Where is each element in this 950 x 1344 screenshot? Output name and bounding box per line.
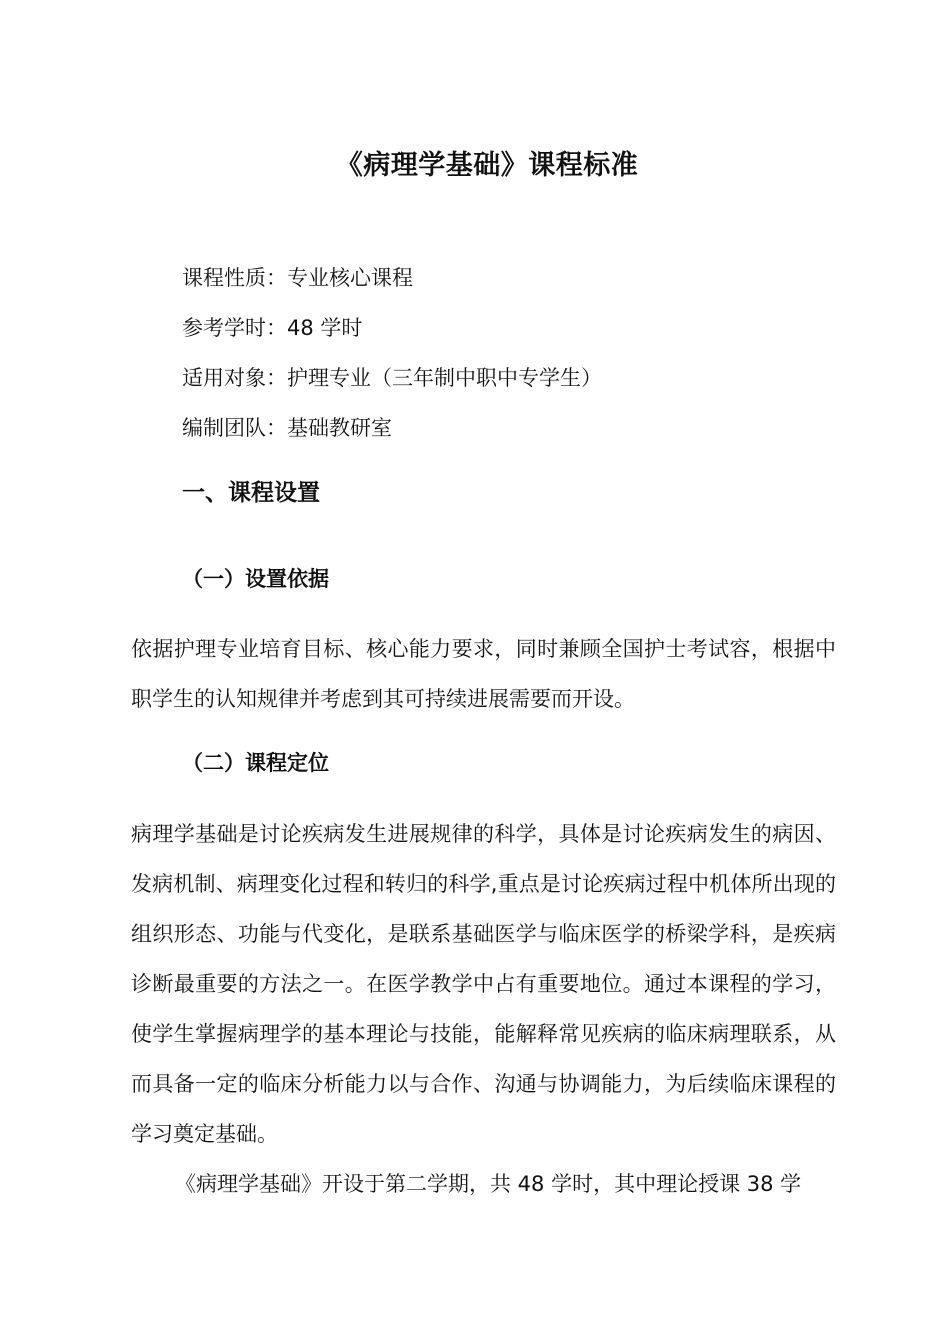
section-heading-course-setup: 一、课程设置 — [182, 480, 320, 506]
course-hours: 参考学时：48 学时 — [182, 316, 363, 340]
paragraph-positioning: 病理学基础是讨论疾病发生进展规律的科学，具体是讨论疾病发生的病因、发病机制、病理变化过程和转归的科学,重点是讨论疾病过程中机体所出现的组织形态、功能与代变化，是联系基础医学与临床医学的桥梁学科，是疾病诊断最重要的方法之一。在医学教学中占有重要地位。通过本课程的学习，使学生掌握病理学的基本理论与技能，能解释常见疾病的临床病理联系，从而具备一定的临床分析能力以与合作、沟通与协调能力，为后续临床课程的学习奠定基础。 — [131, 822, 836, 1146]
subsection-heading-basis: （一）设置依据 — [182, 567, 329, 591]
paragraph-schedule: 《病理学基础》开设于第二学期，共 48 学时，其中理论授课 38 学 — [175, 1172, 802, 1196]
course-team: 编制团队：基础教研室 — [182, 416, 392, 440]
paragraph-basis: 依据护理专业培育目标、核心能力要求，同时兼顾全国护士考试容，根据中职学生的认知规律并考虑到其可持续进展需要而开设。 — [131, 637, 836, 711]
page-title: 《病理学基础》课程标准 — [335, 150, 639, 181]
subsection-heading-positioning: （二）课程定位 — [182, 751, 329, 775]
course-nature: 课程性质：专业核心课程 — [182, 266, 413, 290]
course-target: 适用对象：护理专业（三年制中职中专学生） — [182, 366, 602, 390]
